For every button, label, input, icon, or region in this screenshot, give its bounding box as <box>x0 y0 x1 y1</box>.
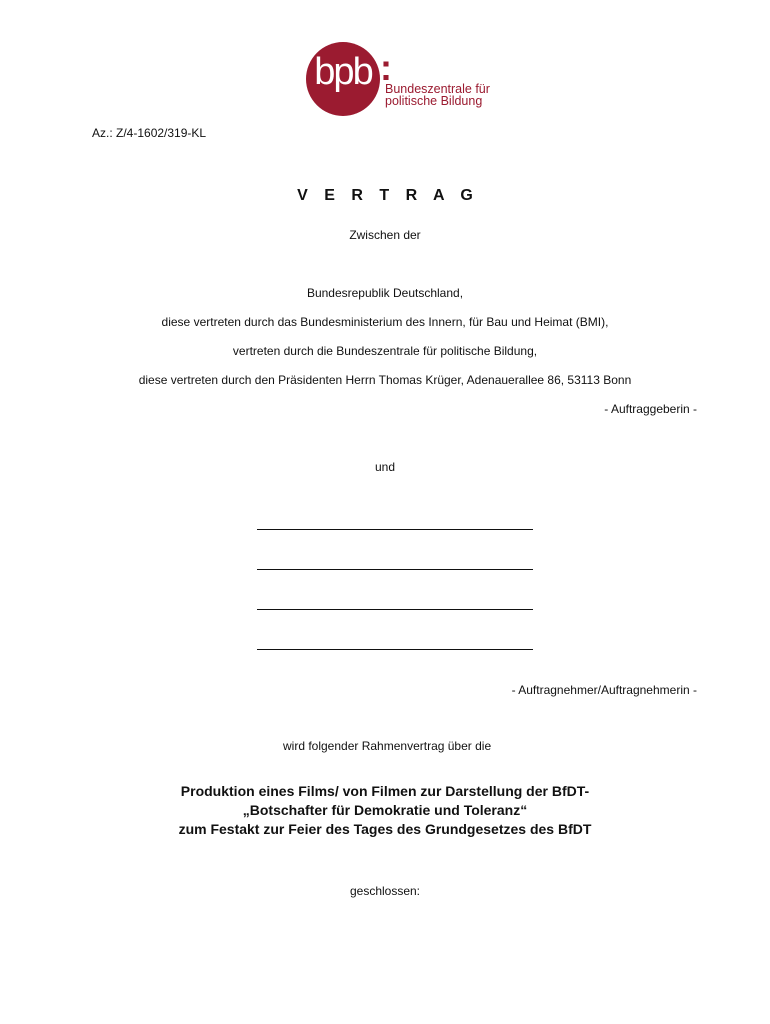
logo-text-line1: Bundeszentrale für <box>385 82 490 96</box>
party1-line1: Bundesrepublik Deutschland, <box>306 286 464 300</box>
contract-subject <box>0 782 770 839</box>
contractor-blank-line-3 <box>257 609 533 610</box>
party1-line3: vertreten durch die Bundeszentrale für politische Bildung, <box>232 344 538 358</box>
subject-line1: Produktion eines Films/ von Filmen zur Darstellung der BfDT- <box>180 783 590 799</box>
bpb-logo-mark: bpb <box>314 51 372 93</box>
document-title: V E R T R A G <box>297 187 479 204</box>
intro-text: wird folgender Rahmenvertrag über die <box>283 739 492 753</box>
subject-line2: „Botschafter für Demokratie und Toleranz“ <box>242 802 528 818</box>
subject-line3: zum Festakt zur Feier des Tages des Grundgesetzes des BfDT <box>178 821 592 837</box>
reference-number: Az.: Z/4-1602/319-KL <box>92 126 207 140</box>
bpb-logo-text <box>385 83 490 107</box>
party1-line4: diese vertreten durch den Präsidenten Herrn Thomas Krüger, Adenauerallee 86, 53113 Bonn <box>138 373 632 387</box>
party2-role: - Auftragnehmer/Auftragnehmerin - <box>511 683 697 697</box>
contractor-blank-line-2 <box>257 569 533 570</box>
contractor-blank-line-1 <box>257 529 533 530</box>
contractor-blank-line-4 <box>257 649 533 650</box>
between-label: Zwischen der <box>349 228 421 242</box>
and-label: und <box>374 460 396 474</box>
bpb-logo-colon: : <box>380 47 392 88</box>
party1-role: - Auftraggeberin - <box>604 402 697 416</box>
logo-text-line2: politische Bildung <box>385 94 483 108</box>
party1-line2: diese vertreten durch das Bundesministerium des Innern, für Bau und Heimat (BMI), <box>161 315 609 329</box>
closing-text: geschlossen: <box>349 884 421 898</box>
